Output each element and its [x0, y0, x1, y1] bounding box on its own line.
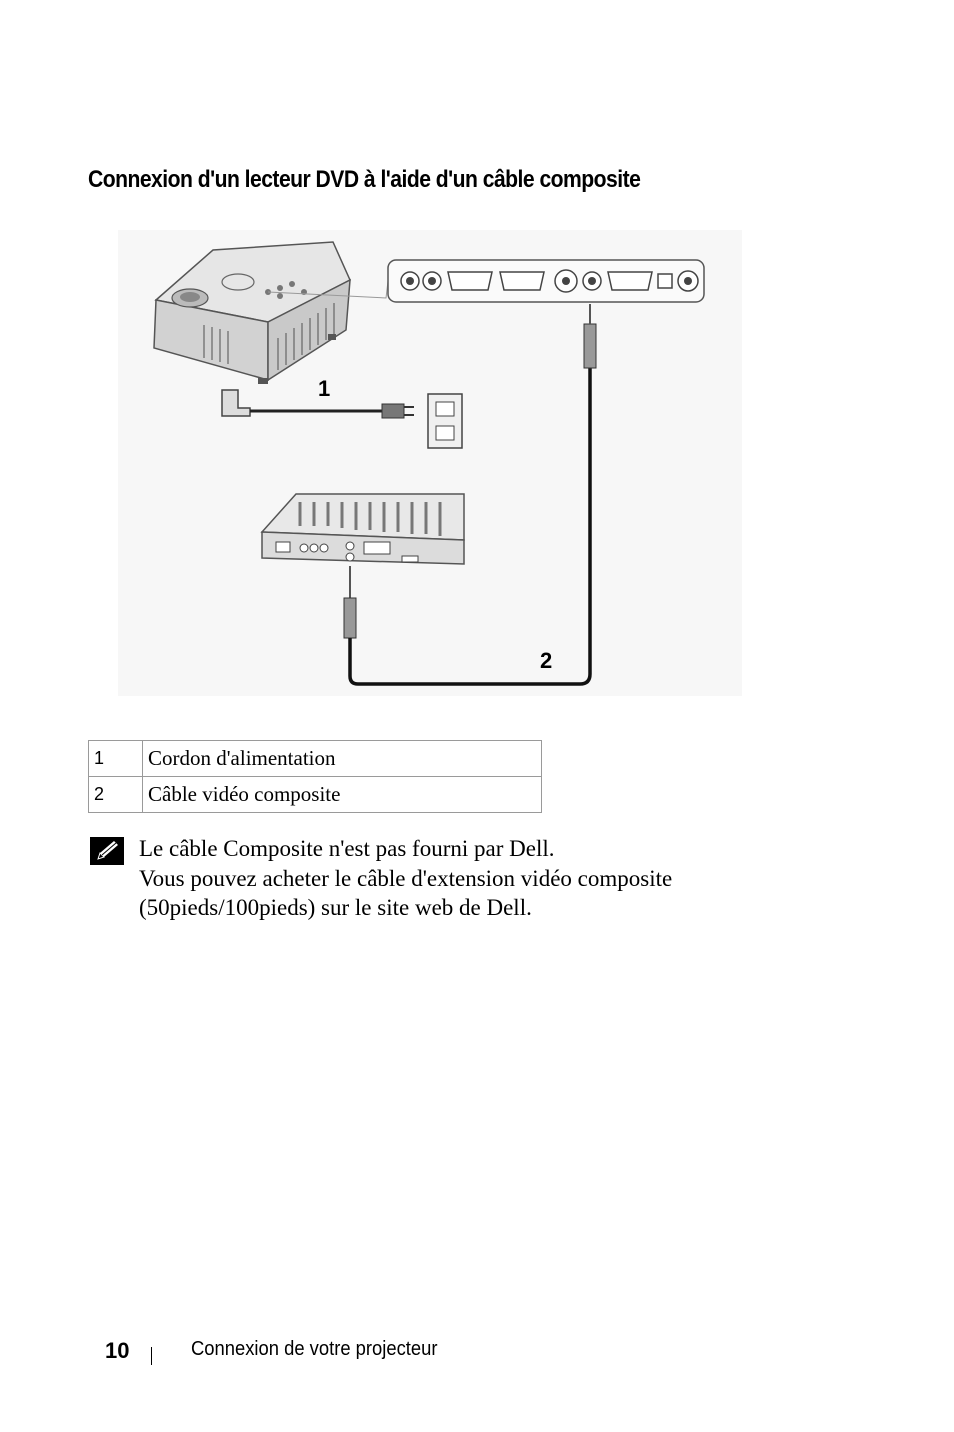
connector-panel-illustration	[388, 260, 704, 302]
note-line: Vous pouvez acheter le câble d'extension vidéo composite	[139, 865, 673, 891]
callout-2: 2	[540, 648, 553, 673]
pencil-note-icon	[90, 837, 124, 865]
page-title: Connexion d'un lecteur DVD à l'aide d'un câble composite	[88, 166, 641, 193]
legend-label: Cordon d'alimentation	[143, 741, 542, 777]
page-number: 10	[105, 1338, 130, 1363]
dvd-player-illustration	[262, 494, 464, 564]
legend-label: Câble vidéo composite	[143, 777, 542, 813]
table-row	[89, 741, 542, 777]
table-row	[89, 777, 542, 813]
callout-1: 1	[318, 376, 331, 401]
footer-section-title: Connexion de votre projecteur	[191, 1338, 438, 1360]
legend-table	[88, 740, 542, 813]
footer-divider	[151, 1347, 152, 1365]
note-line: Le câble Composite n'est pas fourni par Dell.	[139, 836, 555, 861]
connection-diagram	[118, 230, 742, 696]
note-line: (50pieds/100pieds) sur le site web de Dell.	[139, 895, 532, 920]
legend-number: 1	[89, 741, 143, 777]
legend-number: 2	[89, 777, 143, 813]
note-text	[139, 834, 672, 923]
